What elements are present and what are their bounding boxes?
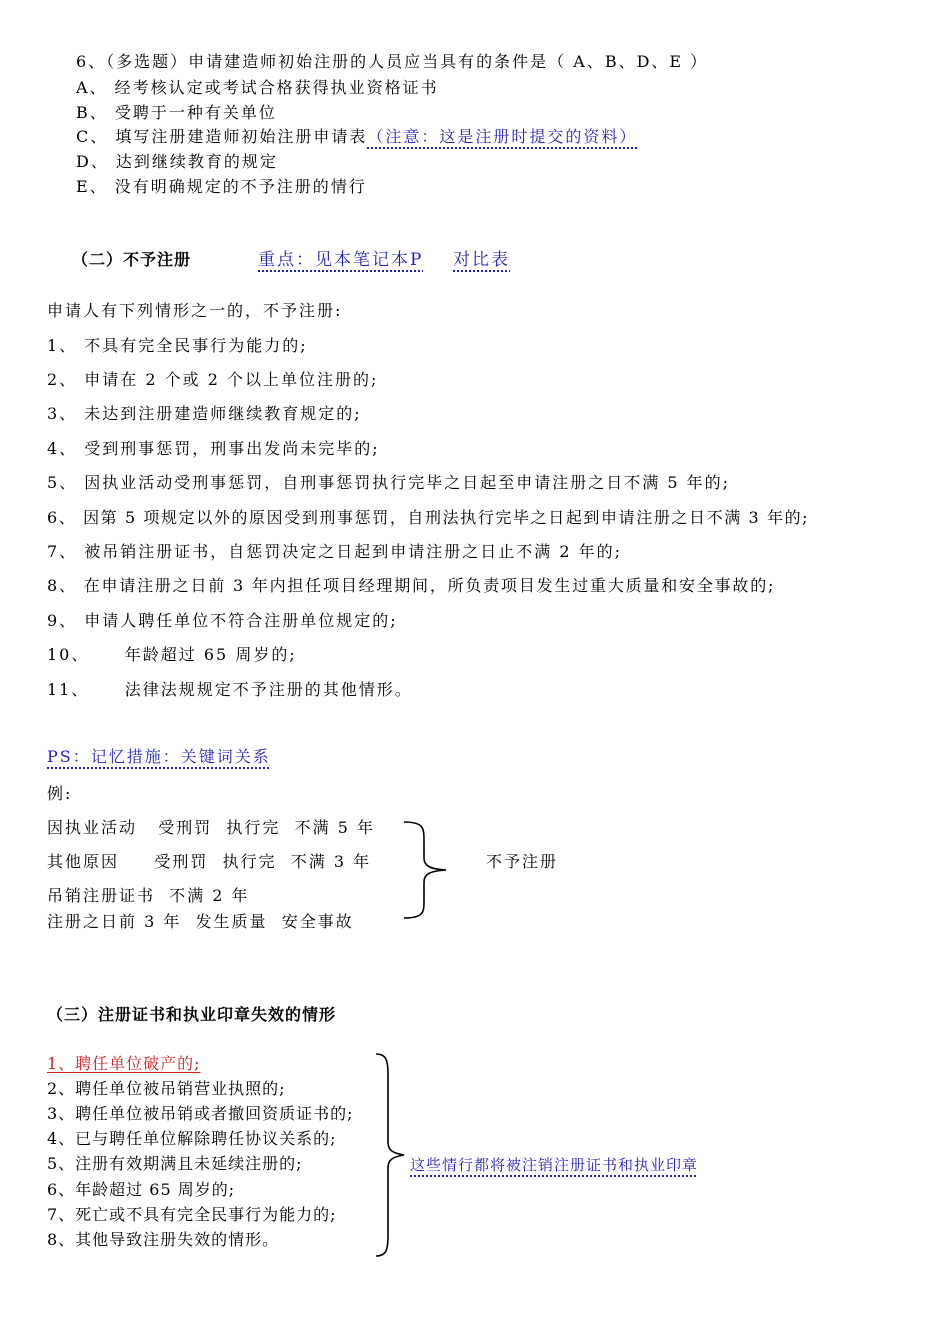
question-6-option-e: E、 没有明确规定的不予注册的情行 — [76, 177, 367, 196]
example-brace — [400, 820, 460, 920]
example-line: 其他原因 受刑罚 执行完 不满 3 年 — [47, 852, 372, 871]
question-6-option-d: D、 达到继续教育的规定 — [76, 152, 278, 171]
section-2-item: 8、 在申请注册之日前 3 年内担任项目经理期间，所负责项目发生过重大质量和安全事故的; — [47, 576, 776, 595]
question-6-option-b: B、 受聘于一种有关单位 — [76, 103, 277, 122]
example-line: 因执业活动 受刑罚 执行完 不满 5 年 — [47, 818, 375, 837]
section-3-item: 5、注册有效期满且未延续注册的; — [47, 1154, 303, 1173]
section-3-item: 7、死亡或不具有完全民事行为能力的; — [47, 1205, 337, 1224]
section-3-item: 2、聘任单位被吊销营业执照的; — [47, 1079, 286, 1098]
section-2-item: 11、 法律法规规定不予注册的其他情形。 — [47, 680, 413, 699]
question-6-option-c-text: C、 填写注册建造师初始注册申请表 — [76, 127, 368, 146]
section-3-item: 1、聘任单位破产的; — [47, 1054, 201, 1073]
memory-tip: PS：记忆措施：关键词关系 — [47, 747, 271, 766]
section-2-item: 9、 申请人聘任单位不符合注册单位规定的; — [47, 611, 398, 630]
section-2-item: 6、 因第 5 项规定以外的原因受到刑事惩罚，自刑法执行完毕之日起到申请注册之日不满 3 年的; — [47, 508, 810, 527]
section-3-item: 6、年龄超过 65 周岁的; — [47, 1180, 236, 1199]
section-3-brace-label: 这些情行都将被注销注册证书和执业印章 — [410, 1156, 699, 1174]
section-2-item: 1、 不具有完全民事行为能力的; — [47, 336, 308, 355]
section-2-key-note-table: 对比表 — [453, 250, 510, 270]
example-line: 注册之日前 3 年 发生质量 安全事故 — [47, 912, 354, 931]
section-2-item: 4、 受到刑事惩罚，刑事出发尚未完毕的; — [47, 439, 380, 458]
section-3-item: 4、已与聘任单位解除聘任协议关系的; — [47, 1129, 337, 1148]
section-3-heading: （三）注册证书和执业印章失效的情形 — [47, 1005, 337, 1024]
example-brace-label: 不予注册 — [486, 852, 559, 871]
example-label: 例: — [47, 784, 73, 803]
example-line: 吊销注册证书 不满 2 年 — [47, 886, 250, 905]
section-3-brace — [372, 1052, 412, 1258]
section-2-item: 2、 申请在 2 个或 2 个以上单位注册的; — [47, 370, 379, 389]
section-3-item: 8、其他导致注册失效的情形。 — [47, 1230, 280, 1249]
question-6-option-c-note: （注意：这是注册时提交的资料） — [367, 127, 638, 146]
section-2-heading: （二）不予注册 — [72, 250, 192, 269]
question-6-stem: 6、（多选题）申请建造师初始注册的人员应当具有的条件是（ A、B、D、E ） — [76, 52, 709, 71]
question-6-option-c — [76, 127, 637, 147]
section-2-intro: 申请人有下列情形之一的，不予注册: — [47, 301, 343, 320]
question-6-option-a: A、 经考核认定或考试合格获得执业资格证书 — [76, 78, 439, 97]
section-2-item: 5、 因执业活动受刑事惩罚，自刑事惩罚执行完毕之日起至申请注册之日不满 5 年的; — [47, 473, 731, 492]
section-2-item: 7、 被吊销注册证书，自惩罚决定之日起到申请注册之日止不满 2 年的; — [47, 542, 623, 561]
section-2-key-note: 重点：见本笔记本P — [258, 250, 424, 270]
section-2-item: 10、 年龄超过 65 周岁的; — [47, 645, 297, 664]
section-2-item: 3、 未达到注册建造师继续教育规定的; — [47, 404, 362, 423]
section-3-item: 3、聘任单位被吊销或者撤回资质证书的; — [47, 1104, 354, 1123]
